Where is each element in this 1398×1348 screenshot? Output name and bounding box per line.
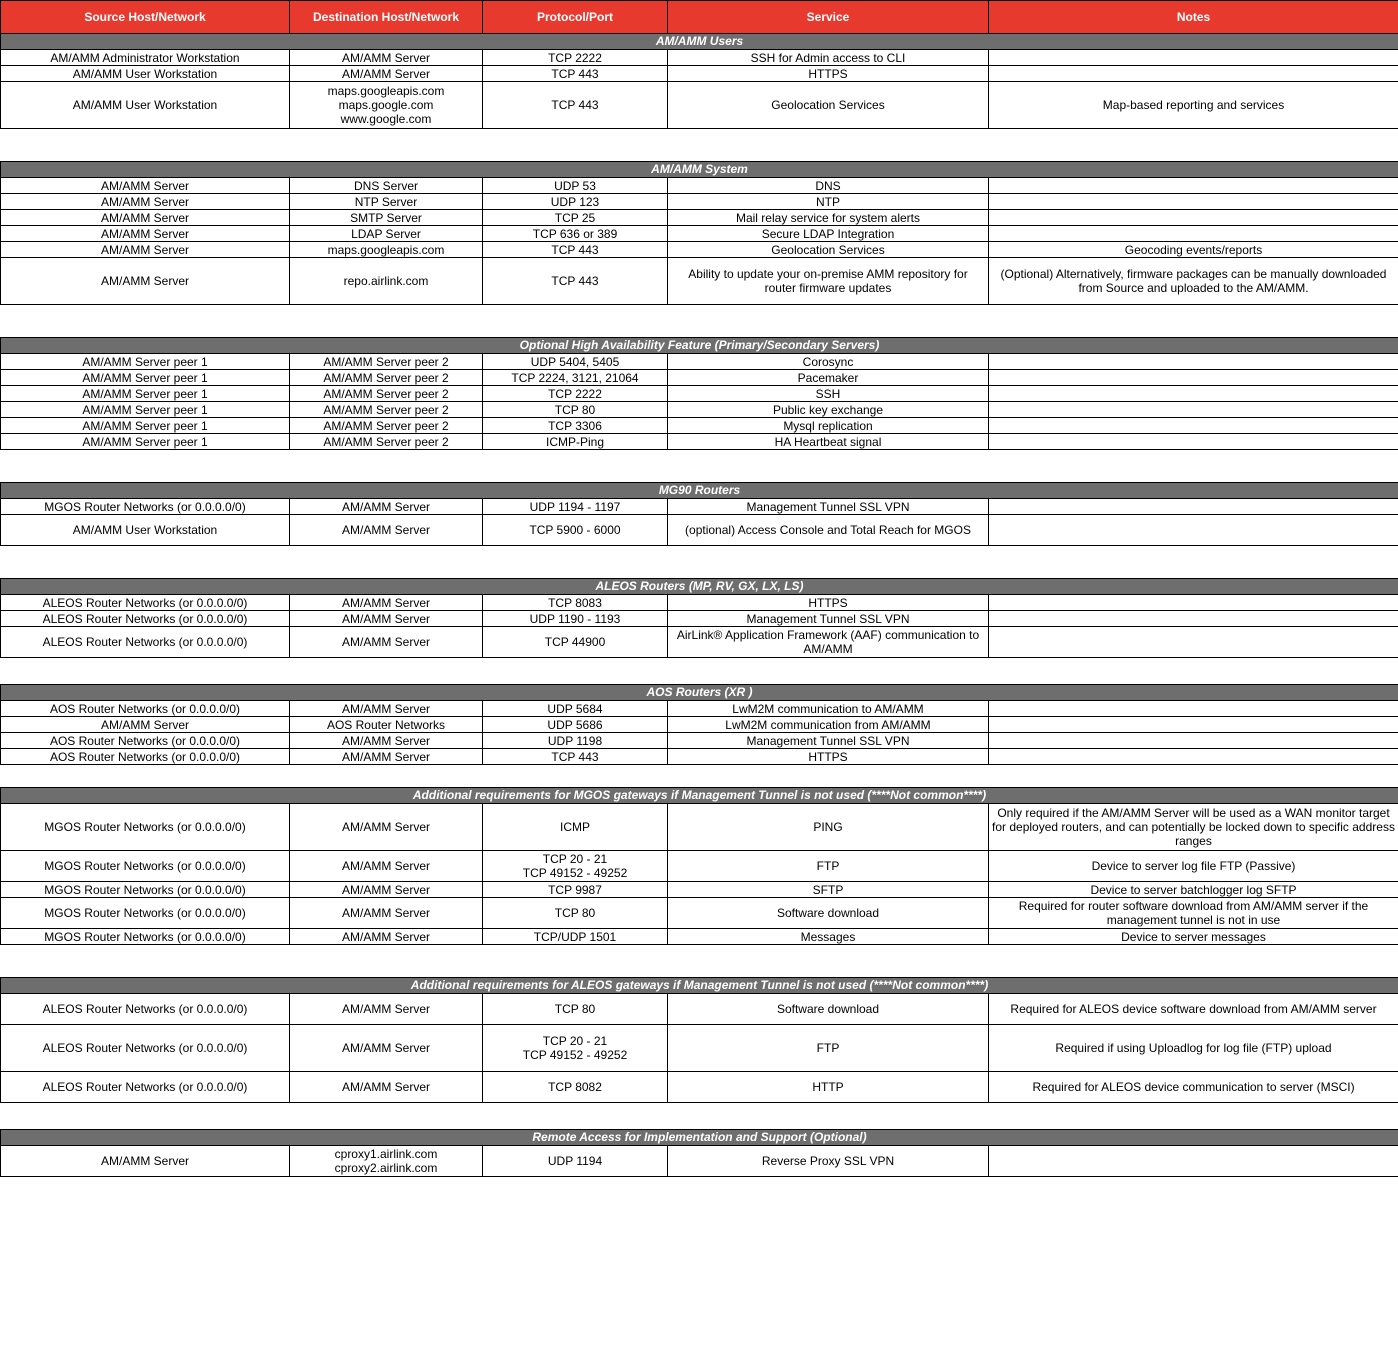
section-title: MG90 Routers <box>1 483 1398 499</box>
protocol-port-cell: TCP/UDP 1501 <box>483 929 668 945</box>
protocol-port-cell: UDP 1198 <box>483 733 668 749</box>
service-cell: Management Tunnel SSL VPN <box>668 499 989 515</box>
notes-cell <box>989 595 1398 611</box>
section-header <box>1 162 1398 178</box>
section-spacer <box>1 129 1398 162</box>
notes-cell: Device to server batchlogger log SFTP <box>989 882 1398 898</box>
protocol-port-cell: UDP 1194 <box>483 1146 668 1177</box>
protocol-port-cell: UDP 123 <box>483 194 668 210</box>
destination-cell: AM/AMM Server <box>290 701 483 717</box>
destination-cell: cproxy1.airlink.com cproxy2.airlink.com <box>290 1146 483 1177</box>
source-cell: ALEOS Router Networks (or 0.0.0.0/0) <box>1 595 290 611</box>
destination-cell: AM/AMM Server <box>290 929 483 945</box>
destination-cell: AM/AMM Server peer 2 <box>290 434 483 450</box>
protocol-port-cell: TCP 443 <box>483 258 668 305</box>
destination-cell: AM/AMM Server <box>290 595 483 611</box>
service-cell: LwM2M communication to AM/AMM <box>668 701 989 717</box>
table-row <box>1 386 1398 402</box>
notes-cell: Device to server messages <box>989 929 1398 945</box>
protocol-port-cell: TCP 25 <box>483 210 668 226</box>
service-cell: Software download <box>668 994 989 1025</box>
destination-cell: NTP Server <box>290 194 483 210</box>
source-cell: AM/AMM Server <box>1 178 290 194</box>
table-row <box>1 194 1398 210</box>
protocol-port-cell: UDP 5684 <box>483 701 668 717</box>
source-cell: AM/AMM Server <box>1 210 290 226</box>
service-cell: HTTP <box>668 1072 989 1103</box>
header-source: Source Host/Network <box>1 1 290 34</box>
section-header <box>1 338 1398 354</box>
protocol-port-cell: ICMP-Ping <box>483 434 668 450</box>
service-cell: SSH <box>668 386 989 402</box>
notes-cell <box>989 386 1398 402</box>
table-row <box>1 701 1398 717</box>
source-cell: MGOS Router Networks (or 0.0.0.0/0) <box>1 882 290 898</box>
table-row <box>1 370 1398 386</box>
destination-cell: AM/AMM Server <box>290 50 483 66</box>
notes-cell <box>989 418 1398 434</box>
notes-cell: Map-based reporting and services <box>989 82 1398 129</box>
notes-cell <box>989 66 1398 82</box>
service-cell: Software download <box>668 898 989 929</box>
notes-cell <box>989 50 1398 66</box>
service-cell: Mysql replication <box>668 418 989 434</box>
section-header <box>1 34 1398 50</box>
destination-cell: AM/AMM Server <box>290 1025 483 1072</box>
table-row <box>1 929 1398 945</box>
section-spacer <box>1 765 1398 788</box>
service-cell: Geolocation Services <box>668 82 989 129</box>
destination-cell: AM/AMM Server peer 2 <box>290 402 483 418</box>
service-cell: FTP <box>668 1025 989 1072</box>
protocol-port-cell: UDP 1190 - 1193 <box>483 611 668 627</box>
table-row <box>1 611 1398 627</box>
service-cell: NTP <box>668 194 989 210</box>
protocol-port-cell: TCP 636 or 389 <box>483 226 668 242</box>
destination-cell: AM/AMM Server <box>290 898 483 929</box>
notes-cell: (Optional) Alternatively, firmware packages can be manually downloaded from Source and uploaded to the AM/AMM. <box>989 258 1398 305</box>
protocol-port-cell: UDP 5404, 5405 <box>483 354 668 370</box>
table-row <box>1 354 1398 370</box>
protocol-port-cell: TCP 80 <box>483 402 668 418</box>
service-cell: HA Heartbeat signal <box>668 434 989 450</box>
destination-cell: AM/AMM Server <box>290 627 483 658</box>
destination-cell: AM/AMM Server <box>290 1072 483 1103</box>
protocol-port-cell: TCP 9987 <box>483 882 668 898</box>
service-cell: DNS <box>668 178 989 194</box>
source-cell: MGOS Router Networks (or 0.0.0.0/0) <box>1 929 290 945</box>
notes-cell <box>989 701 1398 717</box>
section-spacer <box>1 945 1398 978</box>
spacer-cell <box>1 305 1398 338</box>
section-header <box>1 685 1398 701</box>
source-cell: AM/AMM Server <box>1 194 290 210</box>
notes-cell <box>989 499 1398 515</box>
notes-cell <box>989 178 1398 194</box>
table-row <box>1 1072 1398 1103</box>
section-header <box>1 579 1398 595</box>
destination-cell: repo.airlink.com <box>290 258 483 305</box>
destination-cell: AM/AMM Server <box>290 851 483 882</box>
service-cell: Ability to update your on-premise AMM repository for router firmware updates <box>668 258 989 305</box>
protocol-port-cell: TCP 44900 <box>483 627 668 658</box>
table-body <box>1 34 1398 1177</box>
protocol-port-cell: TCP 443 <box>483 66 668 82</box>
protocol-port-cell: TCP 2224, 3121, 21064 <box>483 370 668 386</box>
header-service: Service <box>668 1 989 34</box>
protocol-port-cell: ICMP <box>483 804 668 851</box>
table-row <box>1 434 1398 450</box>
destination-cell: AM/AMM Server peer 2 <box>290 386 483 402</box>
source-cell: AM/AMM Server <box>1 242 290 258</box>
section-header <box>1 978 1398 994</box>
notes-cell: Required if using Uploadlog for log file (FTP) upload <box>989 1025 1398 1072</box>
protocol-port-cell: TCP 80 <box>483 994 668 1025</box>
notes-cell: Required for ALEOS device communication to server (MSCI) <box>989 1072 1398 1103</box>
source-cell: AM/AMM Administrator Workstation <box>1 50 290 66</box>
notes-cell <box>989 1146 1398 1177</box>
table-row <box>1 1025 1398 1072</box>
section-title: AM/AMM System <box>1 162 1398 178</box>
destination-cell: AM/AMM Server <box>290 882 483 898</box>
protocol-port-cell: TCP 8082 <box>483 1072 668 1103</box>
protocol-port-cell: TCP 8083 <box>483 595 668 611</box>
source-cell: ALEOS Router Networks (or 0.0.0.0/0) <box>1 994 290 1025</box>
protocol-port-cell: TCP 5900 - 6000 <box>483 515 668 546</box>
destination-cell: AOS Router Networks <box>290 717 483 733</box>
service-cell: PING <box>668 804 989 851</box>
service-cell: LwM2M communication from AM/AMM <box>668 717 989 733</box>
notes-cell <box>989 354 1398 370</box>
section-spacer <box>1 546 1398 579</box>
notes-cell <box>989 434 1398 450</box>
notes-cell: Device to server log file FTP (Passive) <box>989 851 1398 882</box>
section-spacer <box>1 305 1398 338</box>
spacer-cell <box>1 450 1398 483</box>
table-row <box>1 717 1398 733</box>
notes-cell <box>989 515 1398 546</box>
notes-cell <box>989 210 1398 226</box>
destination-cell: AM/AMM Server peer 2 <box>290 370 483 386</box>
notes-cell <box>989 749 1398 765</box>
table-row <box>1 1146 1398 1177</box>
service-cell: Messages <box>668 929 989 945</box>
source-cell: MGOS Router Networks (or 0.0.0.0/0) <box>1 804 290 851</box>
destination-cell: AM/AMM Server <box>290 804 483 851</box>
notes-cell <box>989 717 1398 733</box>
notes-cell: Required for router software download from AM/AMM server if the management tunnel is not in use <box>989 898 1398 929</box>
source-cell: ALEOS Router Networks (or 0.0.0.0/0) <box>1 1072 290 1103</box>
spacer-cell <box>1 765 1398 788</box>
notes-cell <box>989 194 1398 210</box>
source-cell: AM/AMM Server <box>1 258 290 305</box>
table-row <box>1 402 1398 418</box>
notes-cell: Only required if the AM/AMM Server will be used as a WAN monitor target for deployed routers, and can potentially be locked down to specific address ranges <box>989 804 1398 851</box>
section-title: Additional requirements for MGOS gateways if Management Tunnel is not used (****Not common****) <box>1 788 1398 804</box>
section-header <box>1 1130 1398 1146</box>
notes-cell <box>989 733 1398 749</box>
service-cell: Public key exchange <box>668 402 989 418</box>
source-cell: MGOS Router Networks (or 0.0.0.0/0) <box>1 851 290 882</box>
source-cell: AM/AMM Server peer 1 <box>1 402 290 418</box>
protocol-port-cell: TCP 2222 <box>483 386 668 402</box>
destination-cell: AM/AMM Server <box>290 733 483 749</box>
source-cell: ALEOS Router Networks (or 0.0.0.0/0) <box>1 1025 290 1072</box>
table-row <box>1 258 1398 305</box>
source-cell: AM/AMM Server peer 1 <box>1 370 290 386</box>
service-cell: Management Tunnel SSL VPN <box>668 611 989 627</box>
table-row <box>1 749 1398 765</box>
destination-cell: DNS Server <box>290 178 483 194</box>
destination-cell: AM/AMM Server <box>290 749 483 765</box>
section-spacer <box>1 1103 1398 1130</box>
source-cell: AM/AMM Server peer 1 <box>1 434 290 450</box>
table-row <box>1 242 1398 258</box>
source-cell: AOS Router Networks (or 0.0.0.0/0) <box>1 733 290 749</box>
service-cell: HTTPS <box>668 595 989 611</box>
source-cell: MGOS Router Networks (or 0.0.0.0/0) <box>1 898 290 929</box>
source-cell: AM/AMM Server peer 1 <box>1 354 290 370</box>
protocol-port-cell: TCP 443 <box>483 242 668 258</box>
service-cell: HTTPS <box>668 749 989 765</box>
section-title: ALEOS Routers (MP, RV, GX, LX, LS) <box>1 579 1398 595</box>
table-row <box>1 82 1398 129</box>
protocol-port-cell: TCP 20 - 21 TCP 49152 - 49252 <box>483 851 668 882</box>
section-title: Remote Access for Implementation and Support (Optional) <box>1 1130 1398 1146</box>
source-cell: AM/AMM Server peer 1 <box>1 418 290 434</box>
service-cell: HTTPS <box>668 66 989 82</box>
table-row <box>1 733 1398 749</box>
table-row <box>1 178 1398 194</box>
section-header <box>1 788 1398 804</box>
destination-cell: AM/AMM Server <box>290 611 483 627</box>
table-row <box>1 515 1398 546</box>
destination-cell: LDAP Server <box>290 226 483 242</box>
source-cell: AM/AMM User Workstation <box>1 515 290 546</box>
table-row <box>1 418 1398 434</box>
section-title: AOS Routers (XR ) <box>1 685 1398 701</box>
source-cell: AM/AMM User Workstation <box>1 82 290 129</box>
notes-cell <box>989 370 1398 386</box>
table-row <box>1 499 1398 515</box>
section-title: Additional requirements for ALEOS gateways if Management Tunnel is not used (****Not common****) <box>1 978 1398 994</box>
spacer-cell <box>1 945 1398 978</box>
destination-cell: AM/AMM Server <box>290 515 483 546</box>
spacer-cell <box>1 546 1398 579</box>
spacer-cell <box>1 1103 1398 1130</box>
table-row <box>1 210 1398 226</box>
notes-cell <box>989 627 1398 658</box>
table-row <box>1 994 1398 1025</box>
table-row <box>1 882 1398 898</box>
destination-cell: AM/AMM Server peer 2 <box>290 418 483 434</box>
notes-cell <box>989 226 1398 242</box>
service-cell: SSH for Admin access to CLI <box>668 50 989 66</box>
table-row <box>1 226 1398 242</box>
section-spacer <box>1 450 1398 483</box>
header-protocol-port: Protocol/Port <box>483 1 668 34</box>
protocol-port-cell: UDP 5686 <box>483 717 668 733</box>
notes-cell <box>989 611 1398 627</box>
service-cell: FTP <box>668 851 989 882</box>
protocol-port-cell: TCP 20 - 21 TCP 49152 - 49252 <box>483 1025 668 1072</box>
section-spacer <box>1 658 1398 685</box>
destination-cell: AM/AMM Server <box>290 66 483 82</box>
header-notes: Notes <box>989 1 1398 34</box>
spacer-cell <box>1 129 1398 162</box>
destination-cell: AM/AMM Server <box>290 499 483 515</box>
table-row <box>1 66 1398 82</box>
service-cell: Reverse Proxy SSL VPN <box>668 1146 989 1177</box>
protocol-port-cell: TCP 443 <box>483 82 668 129</box>
table-row <box>1 898 1398 929</box>
notes-cell: Geocoding events/reports <box>989 242 1398 258</box>
source-cell: ALEOS Router Networks (or 0.0.0.0/0) <box>1 611 290 627</box>
service-cell: Pacemaker <box>668 370 989 386</box>
destination-cell: maps.googleapis.com maps.google.com www.google.com <box>290 82 483 129</box>
source-cell: AM/AMM User Workstation <box>1 66 290 82</box>
section-title: Optional High Availability Feature (Primary/Secondary Servers) <box>1 338 1398 354</box>
service-cell: Mail relay service for system alerts <box>668 210 989 226</box>
destination-cell: AM/AMM Server <box>290 994 483 1025</box>
table-row <box>1 50 1398 66</box>
protocol-port-cell: TCP 2222 <box>483 50 668 66</box>
service-cell: Geolocation Services <box>668 242 989 258</box>
service-cell: Secure LDAP Integration <box>668 226 989 242</box>
service-cell: SFTP <box>668 882 989 898</box>
protocol-port-cell: TCP 3306 <box>483 418 668 434</box>
protocol-port-cell: UDP 53 <box>483 178 668 194</box>
notes-cell: Required for ALEOS device software download from AM/AMM server <box>989 994 1398 1025</box>
protocol-port-cell: TCP 443 <box>483 749 668 765</box>
destination-cell: SMTP Server <box>290 210 483 226</box>
source-cell: AOS Router Networks (or 0.0.0.0/0) <box>1 749 290 765</box>
destination-cell: maps.googleapis.com <box>290 242 483 258</box>
source-cell: AM/AMM Server <box>1 1146 290 1177</box>
section-header <box>1 483 1398 499</box>
notes-cell <box>989 402 1398 418</box>
service-cell: Corosync <box>668 354 989 370</box>
table-row <box>1 851 1398 882</box>
service-cell: Management Tunnel SSL VPN <box>668 733 989 749</box>
section-title: AM/AMM Users <box>1 34 1398 50</box>
table-row <box>1 595 1398 611</box>
destination-cell: AM/AMM Server peer 2 <box>290 354 483 370</box>
service-cell: (optional) Access Console and Total Reach for MGOS <box>668 515 989 546</box>
source-cell: AOS Router Networks (or 0.0.0.0/0) <box>1 701 290 717</box>
source-cell: AM/AMM Server <box>1 226 290 242</box>
source-cell: MGOS Router Networks (or 0.0.0.0/0) <box>1 499 290 515</box>
service-cell: AirLink® Application Framework (AAF) communication to AM/AMM <box>668 627 989 658</box>
header-row <box>1 1 1398 34</box>
source-cell: ALEOS Router Networks (or 0.0.0.0/0) <box>1 627 290 658</box>
table-row <box>1 804 1398 851</box>
spacer-cell <box>1 658 1398 685</box>
protocol-port-cell: TCP 80 <box>483 898 668 929</box>
source-cell: AM/AMM Server <box>1 717 290 733</box>
protocol-port-cell: UDP 1194 - 1197 <box>483 499 668 515</box>
table-row <box>1 627 1398 658</box>
source-cell: AM/AMM Server peer 1 <box>1 386 290 402</box>
header-destination: Destination Host/Network <box>290 1 483 34</box>
